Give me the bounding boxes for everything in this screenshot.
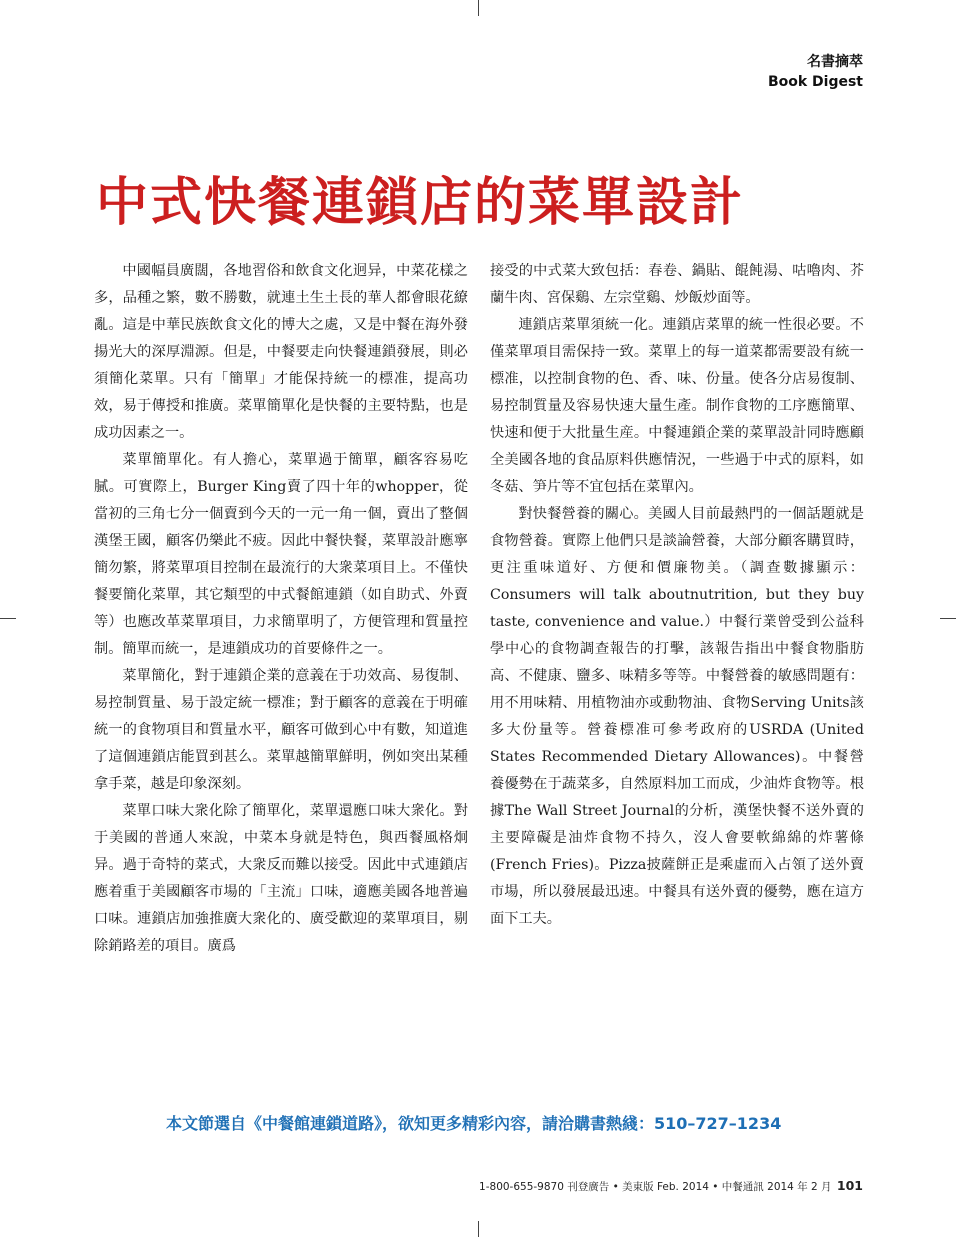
crop-mark bbox=[940, 618, 956, 619]
paragraph: 中國幅員廣闊，各地習俗和飲食文化迥异，中菜花樣之多，品種之繁，數不勝數，就連土生土長的華人都會眼花繚亂。這是中華民族飲食文化的博大之處，又是中餐在海外發揚光大的深厚淵源。但是，中餐要走向快餐連鎖發展，則必須簡化菜單。只有「簡單」才能保持統一的標准，提高功效，易于傳授和推廣。菜單簡單化是快餐的主要特點，也是成功因素之一。 bbox=[94, 263, 468, 441]
paragraph: 連鎖店菜單須統一化。連鎖店菜單的統一性很必要。不僅菜單項目需保持一致。菜單上的每一道菜都需要設有統一標准，以控制食物的色、香、味、份量。使各分店易復制、易控制質量及容易快速大量生產。制作食物的工序應簡單、快速和便于大批量生産。中餐連鎖企業的菜單設計同時應顧全美國各地的食品原料供應情況，一些過于中式的原料，如冬菇、笋片等不宜包括在菜單內。 bbox=[490, 317, 864, 495]
crop-mark bbox=[0, 618, 16, 619]
article-title: 中式快餐連鎖店的菜單設計 bbox=[96, 172, 745, 233]
promo-line: 本文節選自《中餐館連鎖道路》，欲知更多精彩內容，請洽購書熱綫：510–727–1234 bbox=[166, 1114, 782, 1133]
crop-mark bbox=[478, 0, 479, 16]
crop-mark bbox=[478, 1221, 479, 1237]
section-label-zh: 名書摘萃 bbox=[807, 54, 863, 70]
paragraph: 菜單口味大衆化除了簡單化，菜單還應口味大衆化。對于美國的普通人來說，中菜本身就是特色，與西餐風格炯异。過于奇特的菜式，大衆反而難以接受。因此中式連鎖店應着重于美國顧客市場的「主流」口味，適應美國各地普遍口味。連鎖店加強推廣大衆化的、廣受歡迎的菜單項目，剔除銷路差的項目。廣爲 bbox=[94, 803, 468, 954]
article-column-left bbox=[94, 258, 468, 960]
paragraph: 菜單簡化，對于連鎖企業的意義在于功效高、易復制、易控制質量、易于設定統一標准；對于顧客的意義在于明確統一的食物項目和質量水平，顧客可做到心中有數，知道進了這個連鎖店能買到甚么。菜單越簡單鮮明，例如突出某種拿手菜，越是印象深刻。 bbox=[94, 668, 468, 792]
article-column-right bbox=[490, 258, 864, 933]
paragraph: 對快餐營養的關心。美國人目前最熱門的一個話題就是食物營養。實際上他們只是談論營養，大部分顧客購買時，更注重味道好、方便和價廉物美。（調查數據顯示：Consumers will talk aboutnutrition, but they buy taste, convenience and value.）中餐行業曾受到公益科學中心的食物調查報告的打擊，該報告指出中餐食物脂肪高、不健康、鹽多、味精多等等。中餐營養的敏感問題有：用不用味精、用植物油亦或動物油、食物Serving Units該多大份量等。營養標准可參考政府的USRDA (United States Recommended Dietary Allowances)。中餐營養優勢在于蔬菜多，自然原料加工而成，少油炸食物等。根據The Wall Street Journal的分析，漢堡快餐不送外賣的主要障礙是油炸食物不持久，沒人會要軟綿綿的炸薯條 (French Fries)。Pizza披薩餅正是乘虛而入占領了送外賣市場，所以發展最迅速。中餐具有送外賣的優勢，應在這方面下工夫。 bbox=[490, 506, 864, 927]
page-footer bbox=[479, 1178, 863, 1195]
paragraph: 菜單簡單化。有人擔心，菜單過于簡單，顧客容易吃膩。可實際上，Burger King賣了四十年的whopper，從當初的三角七分一個賣到今天的一元一角一個，賣出了整個漢堡王國，顧客仍樂此不疲。因此中餐快餐，菜單設計應寧簡勿繁，將菜單項目控制在最流行的大衆菜項目上。不僅快餐要簡化菜單，其它類型的中式餐館連鎖（如自助式、外賣等）也應改革菜單項目，力求簡單明了，方便管理和質量控制。簡單而統一，是連鎖成功的首要條件之一。 bbox=[94, 452, 468, 657]
section-label-en: Book Digest bbox=[767, 74, 863, 90]
section-tag bbox=[768, 52, 863, 92]
page-number: 101 bbox=[836, 1178, 863, 1193]
footer-text: 1-800-655-9870 刊登廣告 • 美東版 Feb. 2014 • 中餐通訊 2014 年 2 月 bbox=[479, 1181, 832, 1193]
paragraph-continuation: 接受的中式菜大致包括：春卷、鍋貼、餛飩湯、咕嚕肉、芥蘭牛肉、宮保鷄、左宗堂鷄、炒飯炒面等。 bbox=[490, 263, 864, 306]
